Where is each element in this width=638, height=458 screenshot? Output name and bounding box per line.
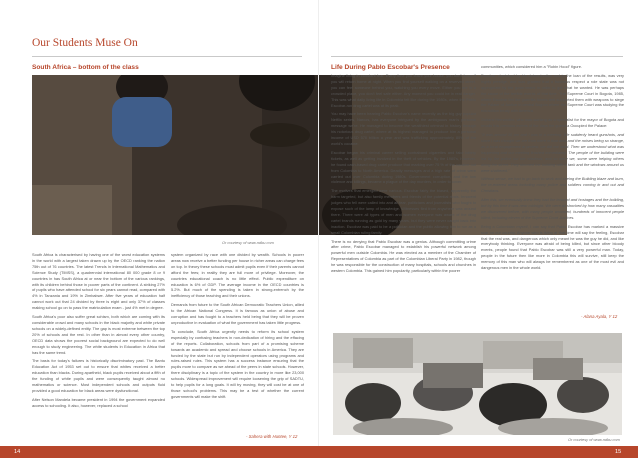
quote-paragraph: After this, we eventually knew they had the tenured and hostages and the building, but by this time it was near midnight. We were all shocked by how many casualties we discovered before, with many people wounded, hundreds of innocent people killed, including eleven of the Supreme Court Justices. <box>481 197 624 220</box>
quote-paragraph: Without sense, we had to go back to work and seeing the Building blaze and burn, the re-entered areas including many police and soldiers coming in and out and Christians. <box>481 176 624 194</box>
title-rule <box>32 56 302 57</box>
photo-caption: Or courtesy of www.ndbu.com <box>568 437 620 442</box>
paragraph: You may have been hearing Pablo Escobar's name recently as the big guy popular Netflix series, Narcos, has everyone intrigued by the ambiguous man's personal message we're. He managed to become the wealthiest criminal in history through his notorious drug cartel, where at its highest managed to produce him a personal income of USD 570 billion a year and was trafficking approximately 80% of the world's cocaine. <box>331 111 476 146</box>
magazine-title: Our Students Muse On <box>32 37 138 49</box>
paragraph: There is no denying that Pablo Escobar was a genius. Although committing crime after crime, Pablo Escobar managed to establish his powerful network among powerful men outside Colombia. He was elected as a member of the Chamber of Representatives of Colombia as part of the Colombian Liberal Party in 1982, though he was responsible for the construction of many hospitals, schools and churches in western Colombia. This gained him popularity, particularly within the poorer <box>331 238 476 274</box>
paragraph: system organized by race with one divided by wealth. Schools in poorer areas now receive a better funding per house in richer areas can charge fees on top. In theory these schools must admit pupils even if their parents cannot afford the fees; in reality they are full more of privilege. Moreover, the countries educational coach is no little effect. Public expenditure on education is 6% of GDP. The average income in the OECD countries is 5.2%. But much of the spending is taken in strong-entrench by the inefficiency of those teaching and their unions. <box>171 252 304 299</box>
paragraph: South Africa is characterised by having one of the worst education systems in the world with a largest taken drawn up by the OECD ranking the nation 75th out of 76 countries. The latest Trends in International Mathematics and Science Study (TIMSS), a quadrennial international 80 000 grade 8 or 9 countries in has South Africa at or near the bottom of the various rankings, with its children behind those in poorer parts of the continent. A striking 27% of pupils who have attended school for six years cannot read, compared with 4% in Tanzania and 19% in Zimbabwe. After five years of education half cannot work out that 24 divided by three is eight and only 37% of classes making school go on to pass the matriculation exam - just 4% met in degree. <box>32 252 165 311</box>
paragraph: Oshara Hernandez, who was working as a specialist for the mayor of Bogota and recalls this previous events of the days the guerrilla Occupied the Palace: <box>481 117 624 129</box>
paragraph: Imagine living in constant fear. Every time you leave your house, you don't know if you will return home at night. When you find yourself walking on a reserved street, you can feel someone behind you, watching you every move. Either you are in a crowded place, you don't feel safe either. Any moment you could be in real danger. This was what daily living life in Colombia felt like during the 1980s, when the Pablo Escobar-run drug cartel was at its peak. <box>331 73 476 108</box>
article-column-1 <box>32 252 165 444</box>
page-spine <box>318 0 319 458</box>
paragraph: The basis for today's failures is historically discriminatory past. The Bantu Education Act of 1953 set out to ensure that whites received a better education than blacks. During apartheid, black pupils received about a fifth of the funding of white pupils and were consequently taught almost no mathematics or science. Most independent schools and outputs fluid provided a good education for black areas were dysfunctional. <box>32 358 165 393</box>
footer-bar <box>0 446 638 458</box>
right-page <box>319 0 638 458</box>
author-byline: - Sahera with Huntee, Y 12 <box>246 434 298 439</box>
article-title: Life During Pablo Escobar's Presence <box>331 64 450 71</box>
photo-caption: Or courtesy of www.ndbu.com <box>222 240 274 245</box>
paragraph: communities, which considered him a "Robin Hood" figure. <box>481 64 582 69</box>
article-column-2 <box>171 252 304 432</box>
paragraph: Demands from future to the South African Democratic Teachers Union, allied to the African National Congress. It is famous as union of abuse and corruption and has fought to a teachers held being that they will be proven unproductive in evaluation of what the government has taken little progress. <box>171 302 304 325</box>
street-scene-photo <box>333 333 622 435</box>
page-number-left: 14 <box>14 449 21 455</box>
paragraph: South Africa's poor also suffer great schism, both which are coming with its considerable crowd and many schools in the black majority and white private schools on a widely-defined entity. The gap is most extreme between the top 20% of schools and the rest. In other than in almost every other country, OECD data shows the poorest social background are expected to do well enough to study engineering. The white students in Education in Africa that has the same trend. <box>32 314 165 355</box>
article-column-1 <box>331 73 476 330</box>
article-column-2 <box>481 64 624 310</box>
paragraph: Escobar, cherished by his determination and in the loan of the results, was very highly prestige, and was granted that a business respect a role state was not appropriate by the government in order to get what he wanted. He was perhaps the cause of the terrible events of that time. The Supreme Court in Bogota, 1985, where Escobar led the guerrilla forces and supported them with weapons to siege the Palace of Justice in central Bogota where the Supreme Court was studying the extradition treaty with America. <box>481 72 624 114</box>
paragraph: After Nelson Mandela became president in 1994 the government expanded access to schooling. It also, however, replaced a school <box>32 396 165 408</box>
author-byline: - Alana Ayala, Y 12 <box>581 314 618 319</box>
quote-paragraph: "It was around 10 am and I was in a meeting. We suddenly heard gunshots, and since I was thought we are from there in that area and the noises being so strange, as a local engagement at protest, we did not mind. Then we understood what was happening and our meeting finished immediately. The people of the building were led by the police out the windows, and so were we, some were helping others along the street. They stormed the building with a tank and the windows around us were shattered." <box>481 132 624 173</box>
page-number-right: 15 <box>615 449 622 455</box>
paragraph: The motives that emerged were various. Escobar fairly the biased, apparently the harm targeted, but also family members and friends of the potential rivals. Innocent judges who fell were called into and all fear, politicians and journalists who fought to expose such of the lamp of knowledge. Witnesses fled from anywhere was around there. There were all types of men and women everyone was aware of the drug cartel brands running as gold by many years, but they were never caught back into inaction. Escobar was paid to be a politician and the public allowing him to run as a small Colombian ruling family. <box>331 188 476 235</box>
paragraph: Escobar began his criminal career selling contraband cigarettes and fake lottery tickets, as well as getting involved in the theft of vehicles. By the 1980's, however, he found cash-based drug cartel produce that marking over 75 % of the cocaine out from Colombia to North America. Deadly messages and a high rate of crime were carried out over Colombia during 1980s. Government corruption, and the low violence and killings, became a plague of the day murders, in order to cover. <box>331 149 476 185</box>
paragraph: Being a Colombian myself, I can say that Pablo Escobar has marked a massive scar on our country. Anyone who is living at that time will say the feeling, Escobar that the real was, and dangerous which only meant he was the guy he did, and like everybody thinking. Everyone was afraid of being killed, but since other bloody events, people found that Pablo Escobar was still a very powerful man. Today, people in the future then like more in Colombia this will survive, still keep the memory of this man who will always be remembered as one of the most evil and dangerous men in the whole world. <box>481 223 624 271</box>
section-title: South Africa – bottom of the class <box>32 64 139 71</box>
title-rule <box>331 56 623 57</box>
paragraph: To conclude, South Africa urgently needs to reform its school system especially by confusing teachers in non-dedication of hiring and the effacing of the reports. Collaboration, schools from part of a promising scheme towards an academic and spread and choose schools in America. They are funded by the state but run by independent operators using programs and rules-raised rules. This system has a success instance ensuring that the pupils more to compare as we ahead of the peers in state schools. However, there disciplinary is a topic of the system in the country in more like 23,000 schools. Widespread improvement will require loosening the grip of SADTU, to help pupils for a long goals. It will try moving, they will cost be at one of those school's problems. This may be a test of whether the current governments will make the shift. <box>171 328 304 399</box>
